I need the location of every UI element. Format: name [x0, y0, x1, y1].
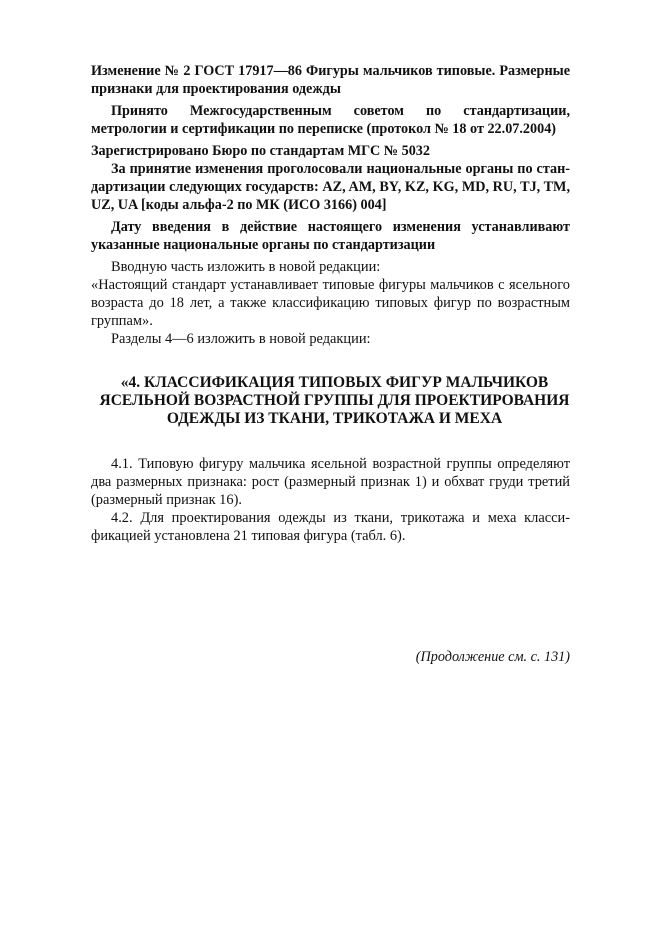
- amendment-title: Изменение № 2 ГОСТ 17917—86 Фигуры мальчиков типовые. Размерные признаки для проектирования одежды: [91, 63, 570, 97]
- voted-note: За принятие изменения проголосовали национальные органы по стандартизации следующих государств: AZ, AM, BY, KZ, KG, MD, RU, TJ, TM, UZ, UA [коды альфа-2 по МК (ИСО 3166) 004]: [91, 161, 570, 213]
- adopted-note: Принято Межгосударственным советом по стандартизации, метрологии и сертификации по переписке (протокол № 18 от 22.07.2004): [91, 103, 570, 137]
- sections-instruction: Разделы 4—6 изложить в новой редакции:: [111, 331, 371, 347]
- clause-4-1: 4.1. Типовую фигуру мальчика ясельной возрастной группы определяют два размерных признака: рост (размерный признак 1) и обхват груди третий (размерный признак 16).: [91, 456, 570, 508]
- section-title: [91, 374, 570, 428]
- clause-4-2: 4.2. Для проектирования одежды из ткани, трикотажа и меха классификацией установлена 21 типовая фигура (табл. 6).: [91, 510, 570, 544]
- section-title-line-2: ЯСЕЛЬНОЙ ВОЗРАСТНОЙ ГРУППЫ ДЛЯ ПРОЕКТИРОВАНИЯ: [99, 392, 570, 409]
- effective-date-note: Дату введения в действие настоящего изменения устанавливают указанные национальные органы по стандартизации: [91, 219, 570, 253]
- section-title-line-3: ОДЕЖДЫ ИЗ ТКАНИ, ТРИКОТАЖА И МЕХА: [166, 410, 503, 427]
- intro-quote: «Настоящий стандарт устанавливает типовые фигуры мальчиков с ясельного возраста до 18 лет, а также классификацию типовых фигур по возрастным группам».: [91, 277, 570, 329]
- intro-instruction: Вводную часть изложить в новой редакции:: [111, 259, 381, 275]
- document-page: [91, 62, 570, 545]
- continuation-note: (Продолжение см. с. 131): [415, 649, 570, 665]
- section-body: [91, 455, 570, 545]
- registered-note: Зарегистрировано Бюро по стандартам МГС № 5032: [91, 143, 430, 159]
- section-title-line-1: «4. КЛАССИФИКАЦИЯ ТИПОВЫХ ФИГУР МАЛЬЧИКОВ: [120, 374, 549, 391]
